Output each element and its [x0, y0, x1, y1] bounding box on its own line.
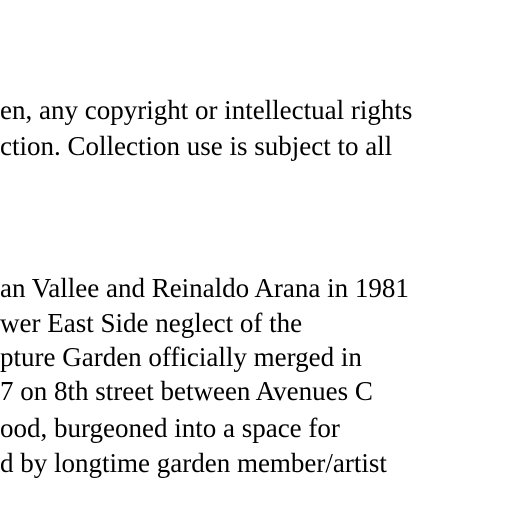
text-line: an Vallee and Reinaldo Arana in 1981 — [0, 273, 409, 303]
text-line: ction. Collection use is subject to all — [0, 131, 393, 161]
text-line: d by longtime garden member/artist — [0, 448, 387, 478]
text-line: 7 on 8th street between Avenues C — [0, 376, 373, 406]
text-line: en, any copyright or intellectual rights — [0, 95, 413, 125]
text-line: wer East Side neglect of the — [0, 308, 303, 338]
text-line: ood, burgeoned into a space for — [0, 413, 340, 443]
text-line: pture Garden officially merged in — [0, 342, 362, 372]
